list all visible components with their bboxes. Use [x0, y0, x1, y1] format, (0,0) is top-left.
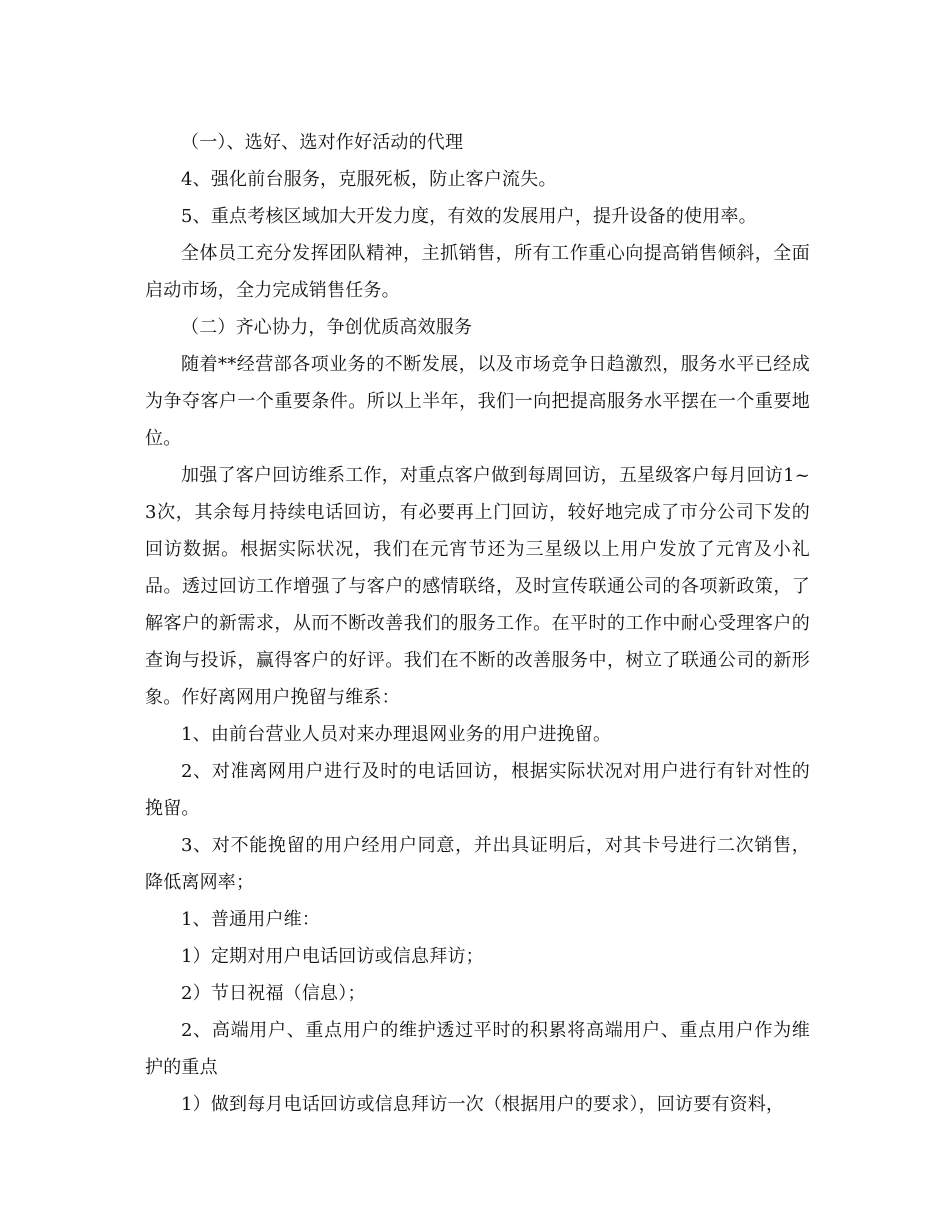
paragraph-customer-visits: 加强了客户回访维系工作，对重点客户做到每周回访，五星级客户每月回访1~3次，其余每月持续电话回访，有必要再上门回访，较好地完成了市分公司下发的回访数据。根据实际状况，我们在元宵节还为三星级以上用户发放了元宵及小礼品。透过回访工作增强了与客户的感情联络，及时宣传联通公司的各项新政策，了解客户的新需求，从而不断改善我们的服务工作。在平时的工作中耐心受理客户的查询与投诉，赢得客户的好评。我们在不断的改善服务中，树立了联通公司的新形象。作好离网用户挽留与维系：	[145, 465, 810, 708]
paragraph-team-spirit: 全体员工充分发挥团队精神，主抓销售，所有工作重心向提高销售倾斜，全面启动市场，全力完成销售任务。	[145, 243, 810, 301]
paragraph-regular-users-1: 1）定期对用户电话回访或信息拜访；	[181, 946, 484, 967]
paragraph-key-users-1: 1）做到每月电话回访或信息拜访一次（根据用户的要求），回访要有资料，	[181, 1094, 785, 1115]
paragraph-item-4: 4、强化前台服务，克服死板，防止客户流失。	[181, 169, 557, 190]
document-body	[145, 124, 810, 1123]
paragraph-retention-2: 2、对准离网用户进行及时的电话回访，根据实际状况对用户进行有针对性的挽留。	[145, 761, 810, 819]
paragraph-section-one-heading: （一）、选好、选对作好活动的代理	[181, 132, 464, 153]
paragraph-retention-3: 3、对不能挽留的用户经用户同意，并出具证明后，对其卡号进行二次销售，降低离网率；	[145, 835, 810, 893]
paragraph-retention-1: 1、由前台营业人员对来办理退网业务的用户进挽留。	[181, 724, 612, 745]
paragraph-item-5: 5、重点考核区域加大开发力度，有效的发展用户，提升设备的使用率。	[181, 206, 757, 227]
paragraph-key-users: 2、高端用户、重点用户的维护透过平时的积累将高端用户、重点用户作为维护的重点	[145, 1020, 810, 1078]
paragraph-section-two-heading: （二）齐心协力，争创优质高效服务	[181, 317, 473, 338]
paragraph-regular-users-2: 2）节日祝福（信息）；	[181, 983, 366, 1004]
paragraph-service-level: 随着**经营部各项业务的不断发展，以及市场竞争日趋激烈，服务水平已经成为争夺客户一个重要条件。所以上半年，我们一向把提高服务水平摆在一个重要地位。	[145, 354, 810, 449]
paragraph-regular-users: 1、普通用户维：	[181, 909, 321, 930]
